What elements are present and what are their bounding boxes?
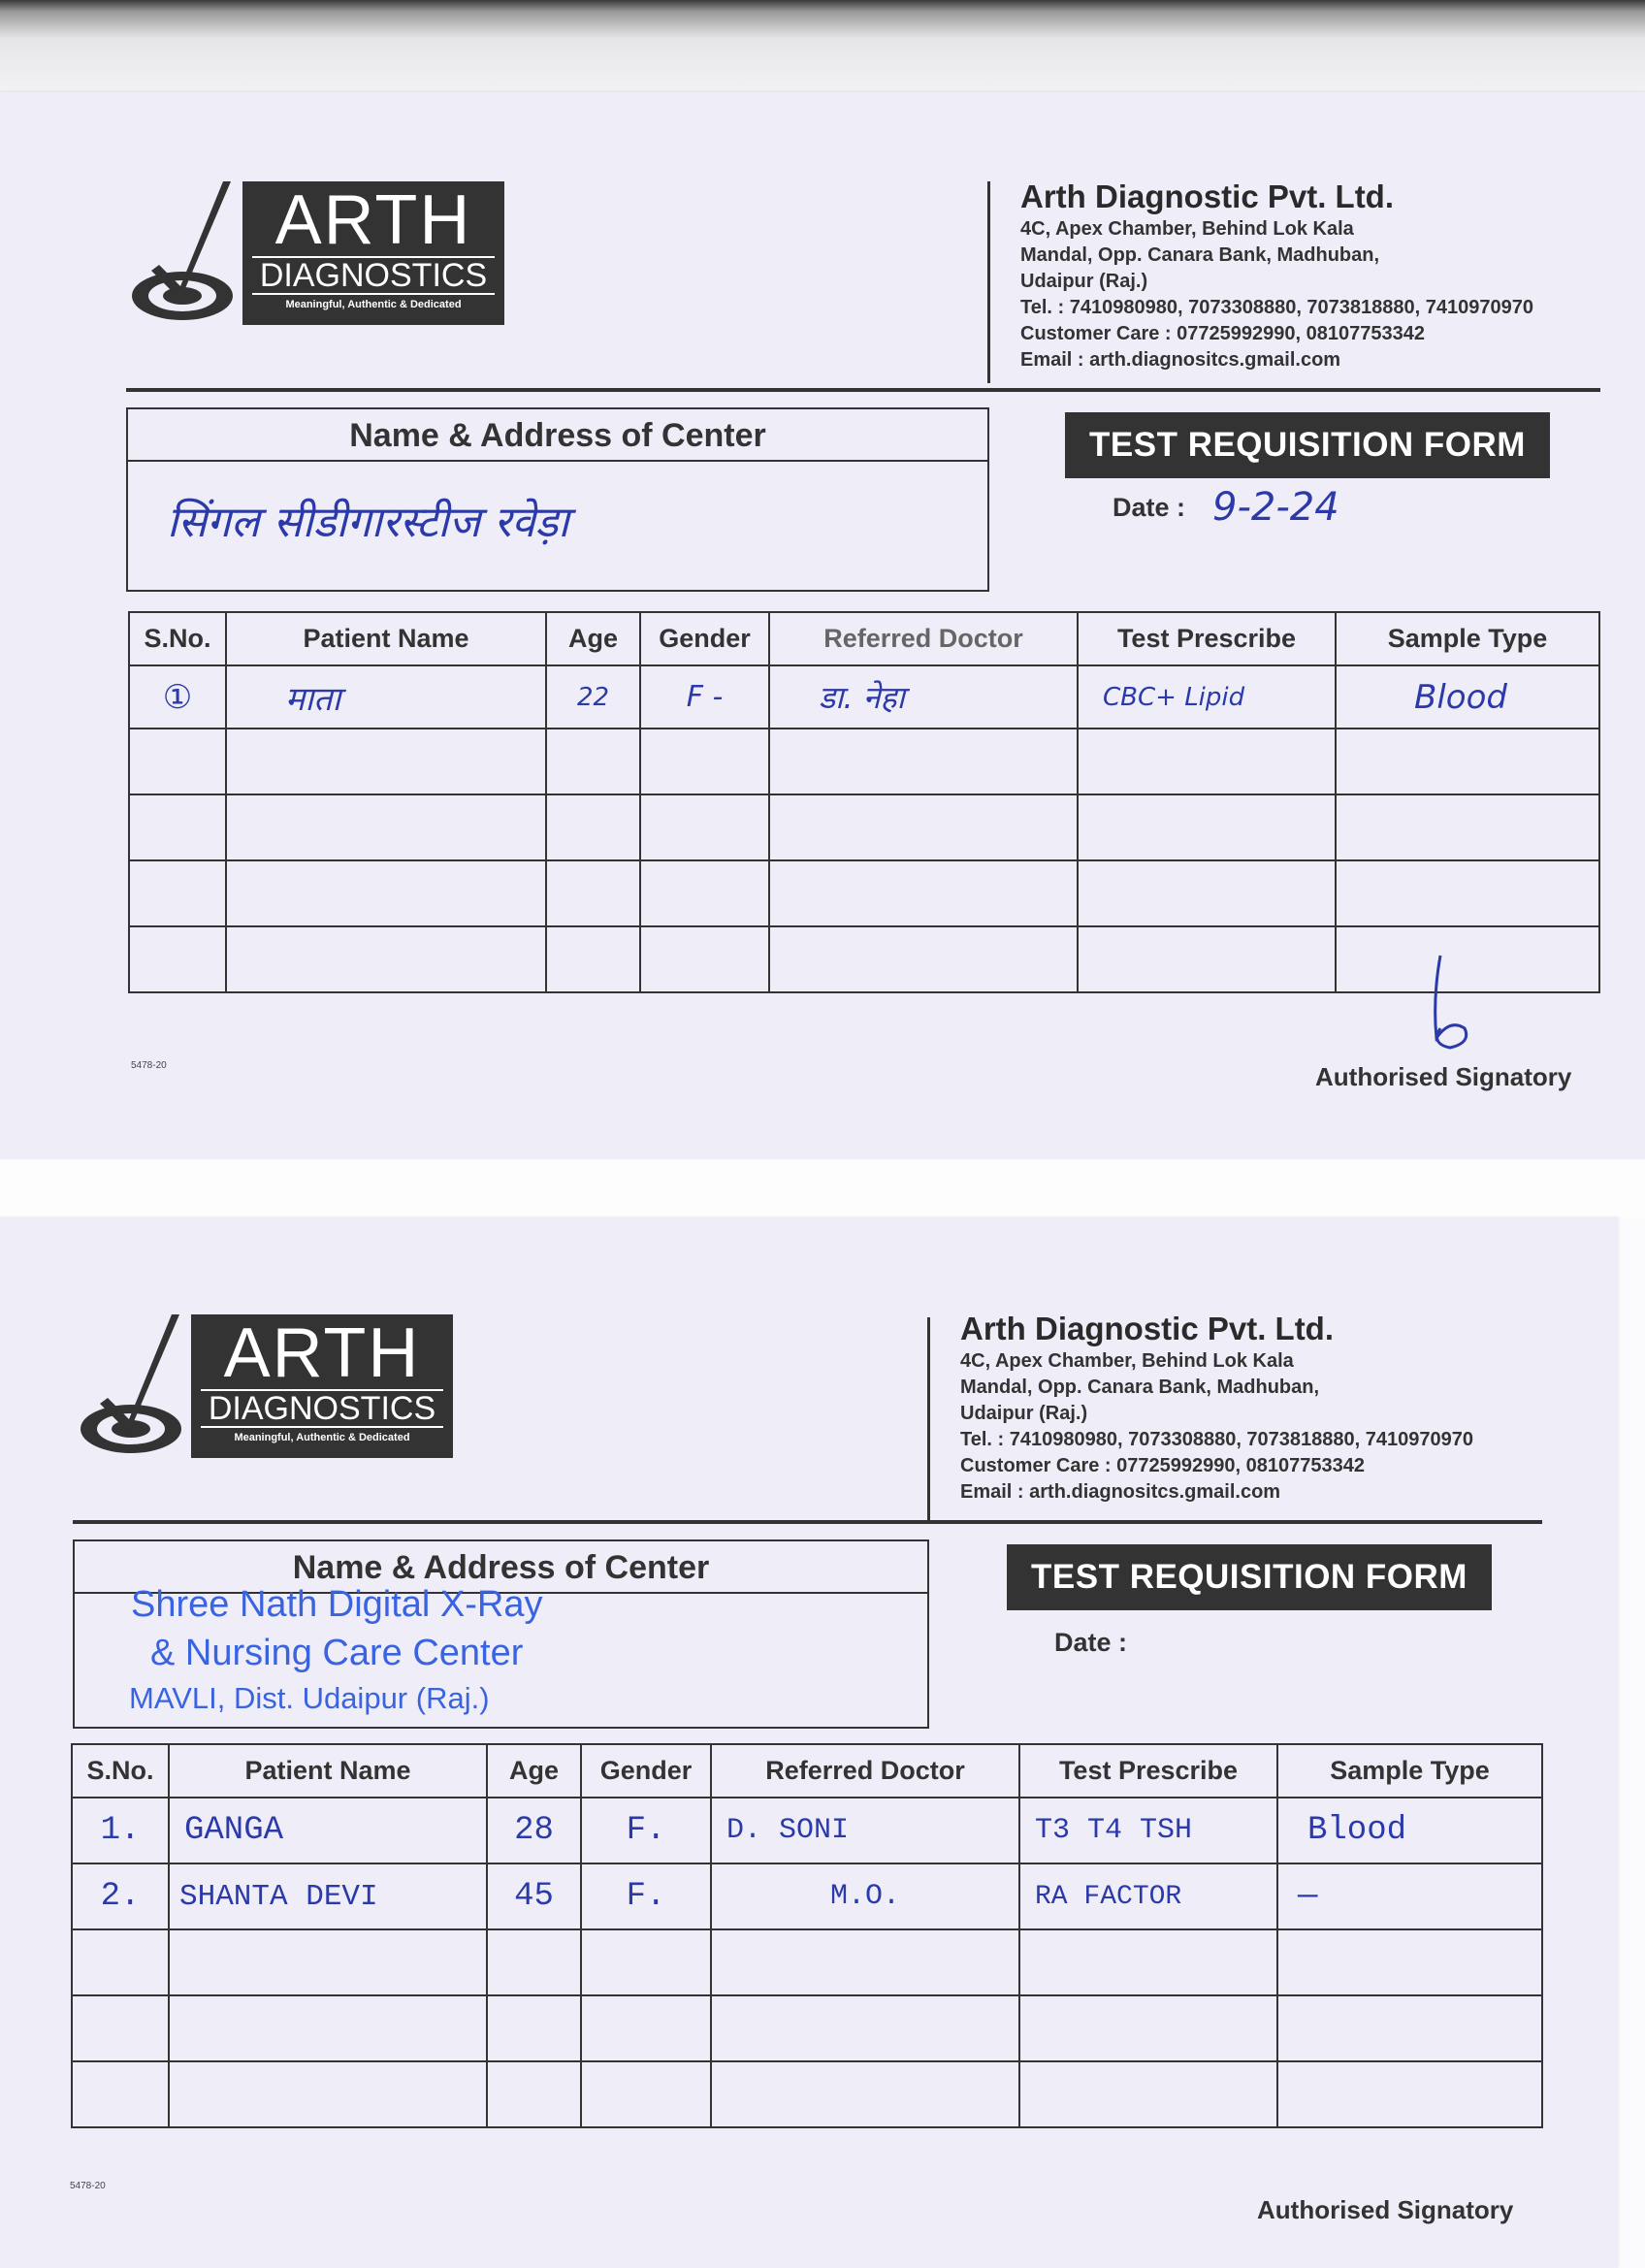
cell-referred-doctor: D. SONI xyxy=(711,1798,1019,1863)
center-header: Name & Address of Center xyxy=(75,1541,927,1594)
address-line: 4C, Apex Chamber, Behind Lok Kala xyxy=(960,1350,1294,1372)
requisition-form-2 xyxy=(0,1217,1618,2268)
col-sample-type: Sample Type xyxy=(1336,612,1599,665)
scanner-edge xyxy=(0,0,1645,92)
table-header-row xyxy=(129,612,1599,665)
table-row xyxy=(72,1863,1542,1929)
header-divider xyxy=(987,181,990,383)
requisition-form-1 xyxy=(0,92,1645,1159)
cell-sample-type: Blood xyxy=(1336,665,1599,729)
cell-test-prescribe: T3 T4 TSH xyxy=(1019,1798,1277,1863)
table-row xyxy=(129,729,1599,794)
col-sno: S.No. xyxy=(129,612,226,665)
company-block xyxy=(960,1310,1473,1506)
col-age: Age xyxy=(487,1744,581,1798)
center-box xyxy=(126,407,989,592)
cell-age: 28 xyxy=(487,1798,581,1863)
phone-line: Tel. : 7410980980, 7073308880, 7073818880, 7410970970 xyxy=(1020,297,1534,318)
form-code: 5478-20 xyxy=(70,2181,106,2191)
table-row xyxy=(129,794,1599,860)
logo-text xyxy=(242,181,504,328)
address-line: 4C, Apex Chamber, Behind Lok Kala xyxy=(1020,218,1354,240)
cell-sample-type: — xyxy=(1277,1863,1542,1929)
logo-sub: DIAGNOSTICS xyxy=(201,1389,443,1428)
company-block xyxy=(1020,178,1533,373)
logo-tagline: Meaningful, Authentic & Dedicated xyxy=(285,299,462,310)
table-row xyxy=(72,1995,1542,2061)
col-referred-doctor: Referred Doctor xyxy=(711,1744,1019,1798)
phone-line: Tel. : 7410980980, 7073308880, 7073818880, 7410970970 xyxy=(960,1429,1474,1450)
date-value: 9-2-24 xyxy=(1212,485,1339,530)
logo-word: ARTH xyxy=(223,1314,421,1392)
date-label: Date : xyxy=(1113,493,1186,522)
cell-sno: 1. xyxy=(72,1798,169,1863)
cell-sample-type: Blood xyxy=(1277,1798,1542,1863)
center-header: Name & Address of Center xyxy=(128,409,987,462)
cell-gender: F - xyxy=(640,665,769,729)
cell-sno: ① xyxy=(129,665,226,729)
col-gender: Gender xyxy=(640,612,769,665)
table-row xyxy=(129,860,1599,926)
cell-gender: F. xyxy=(581,1798,711,1863)
authorised-signatory: Authorised Signatory xyxy=(1315,1062,1572,1091)
email-line: Email : arth.diagnositcs.gmail.com xyxy=(960,1481,1281,1503)
cell-sno: 2. xyxy=(72,1863,169,1929)
col-referred-doctor: Referred Doctor xyxy=(769,612,1078,665)
table-row xyxy=(129,665,1599,729)
header-rule xyxy=(126,388,1600,392)
cell-age: 45 xyxy=(487,1863,581,1929)
cell-patient-name: SHANTA DEVI xyxy=(169,1863,487,1929)
email-line: Email : arth.diagnositcs.gmail.com xyxy=(1020,349,1341,371)
address-line: Mandal, Opp. Canara Bank, Madhuban, xyxy=(1020,244,1380,266)
address-line: Udaipur (Raj.) xyxy=(1020,271,1148,292)
logo-text xyxy=(191,1314,453,1461)
signature-mark xyxy=(1411,951,1489,1057)
table-row xyxy=(72,1929,1542,1995)
cell-patient-name: माता xyxy=(226,665,546,729)
cell-referred-doctor: डा. नेहा xyxy=(769,665,1078,729)
col-test-prescribe: Test Prescribe xyxy=(1078,612,1336,665)
col-patient-name: Patient Name xyxy=(169,1744,487,1798)
form-title: TEST REQUISITION FORM xyxy=(1065,412,1550,478)
customer-care-line: Customer Care : 07725992990, 08107753342 xyxy=(960,1455,1365,1476)
col-patient-name: Patient Name xyxy=(226,612,546,665)
authorised-signatory: Authorised Signatory xyxy=(1257,2195,1514,2224)
date-label: Date : xyxy=(1054,1628,1128,1657)
cell-referred-doctor: M.O. xyxy=(711,1863,1019,1929)
address-line: Udaipur (Raj.) xyxy=(960,1403,1088,1424)
table-row xyxy=(72,1798,1542,1863)
sheet-gap xyxy=(0,1159,1645,1217)
col-test-prescribe: Test Prescribe xyxy=(1019,1744,1277,1798)
logo-tagline: Meaningful, Authentic & Dedicated xyxy=(234,1432,410,1443)
center-name-handwritten: सिंगल सीडीगारस्टीज रवेड़ा xyxy=(167,498,569,547)
center-stamp-line-1: Shree Nath Digital X-Ray xyxy=(131,1584,543,1625)
header-divider xyxy=(927,1317,930,1521)
address-line: Mandal, Opp. Canara Bank, Madhuban, xyxy=(960,1377,1320,1398)
table-header-row xyxy=(72,1744,1542,1798)
center-stamp-line-3: MAVLI, Dist. Udaipur (Raj.) xyxy=(129,1681,490,1715)
company-name: Arth Diagnostic Pvt. Ltd. xyxy=(960,1311,1335,1346)
form-title: TEST REQUISITION FORM xyxy=(1007,1544,1492,1610)
company-name: Arth Diagnostic Pvt. Ltd. xyxy=(1020,178,1395,214)
customer-care-line: Customer Care : 07725992990, 08107753342 xyxy=(1020,323,1425,344)
col-sno: S.No. xyxy=(72,1744,169,1798)
table-row xyxy=(129,926,1599,992)
cell-test-prescribe: CBC+ Lipid xyxy=(1078,665,1336,729)
col-gender: Gender xyxy=(581,1744,711,1798)
logo-sub: DIAGNOSTICS xyxy=(252,256,495,295)
col-sample-type: Sample Type xyxy=(1277,1744,1542,1798)
cell-patient-name: GANGA xyxy=(169,1798,487,1863)
patient-table xyxy=(71,1743,1543,2128)
center-stamp-line-2: & Nursing Care Center xyxy=(150,1633,524,1673)
col-age: Age xyxy=(546,612,640,665)
table-row xyxy=(72,2061,1542,2127)
cell-test-prescribe: RA FACTOR xyxy=(1019,1863,1277,1929)
header-rule xyxy=(73,1520,1542,1524)
patient-table xyxy=(128,611,1600,993)
form-code: 5478-20 xyxy=(131,1060,167,1071)
cell-gender: F. xyxy=(581,1863,711,1929)
cell-age: 22 xyxy=(546,665,640,729)
logo-word: ARTH xyxy=(274,181,472,259)
